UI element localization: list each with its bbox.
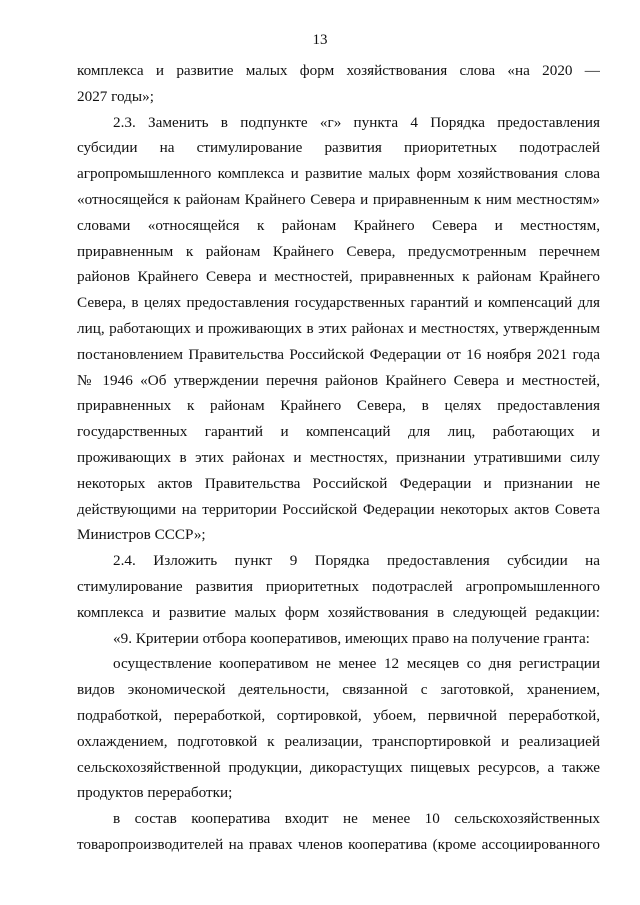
text-line: 2.3. Заменить в подпункте «г» пункта 4 Порядка предоставления <box>113 113 600 131</box>
text-line: осуществление кооперативом не менее 12 месяцев со дня регистрации <box>113 655 600 673</box>
text-line: 2027 годы»; <box>77 87 154 105</box>
text-line: лиц, работающих и проживающих в этих районах и местностях, утвержденным <box>77 319 600 337</box>
text-line: «9. Критерии отбора кооперативов, имеющих право на получение гранта: <box>113 629 590 647</box>
text-line: № 1946 «Об утверждении перечня районов Крайнего Севера и местностей, <box>77 371 600 389</box>
text-line: районов Крайнего Севера и местностей, приравненных к районам Крайнего <box>77 268 600 286</box>
text-line: государственных гарантий и компенсаций для лиц, работающих и <box>77 423 600 441</box>
text-line: товаропроизводителей на правах членов кооператива (кроме ассоциированного <box>77 835 600 853</box>
text-line: приравненных к районам Крайнего Севера, в целях предоставления <box>77 397 600 415</box>
text-line: подработкой, переработкой, сортировкой, убоем, первичной переработкой, <box>77 706 600 724</box>
text-line: Министров СССР»; <box>77 526 206 544</box>
text-line: словами «относящейся к районам Крайнего Севера и местностям, <box>77 216 600 234</box>
text-line: проживающих в этих районах и местностях, признании утратившими силу <box>77 448 600 466</box>
text-line: в состав кооператива входит не менее 10 сельскохозяйственных <box>113 810 600 828</box>
text-line: «относящейся к районам Крайнего Севера и приравненным к ним местностям» <box>77 190 600 208</box>
text-line: постановлением Правительства Российской Федерации от 16 ноября 2021 года <box>77 345 600 363</box>
text-line: сельскохозяйственной продукции, дикорастущих пищевых ресурсов, а также <box>77 758 600 776</box>
text-line: некоторых актов Правительства Российской Федерации и признании не <box>77 474 600 492</box>
text-line: субсидии на стимулирование развития приоритетных подотраслей <box>77 139 600 157</box>
page-number: 13 <box>312 32 328 48</box>
document-body <box>77 58 600 858</box>
text-line: комплекса и развитие малых форм хозяйствования в следующей редакции: <box>77 603 600 621</box>
text-line: комплекса и развитие малых форм хозяйствования слова «на 2020 — <box>77 62 600 79</box>
text-line: стимулирование развития приоритетных подотраслей агропромышленного <box>77 577 600 595</box>
text-line: 2.4. Изложить пункт 9 Порядка предоставления субсидии на <box>113 552 600 570</box>
text-line: видов экономической деятельности, связанной с заготовкой, хранением, <box>77 681 600 699</box>
text-line: агропромышленного комплекса и развитие малых форм хозяйствования слова <box>77 165 600 183</box>
text-line: приравненным к районам Крайнего Севера, предусмотренным перечнем <box>77 242 600 260</box>
text-line: продуктов переработки; <box>77 784 233 802</box>
text-line: действующими на территории Российской Федерации некоторых актов Совета <box>77 500 600 518</box>
text-line: Севера, в целях предоставления государственных гарантий и компенсаций для <box>77 294 600 312</box>
text-line: охлаждением, подготовкой к реализации, транспортировкой и реализацией <box>77 732 600 750</box>
